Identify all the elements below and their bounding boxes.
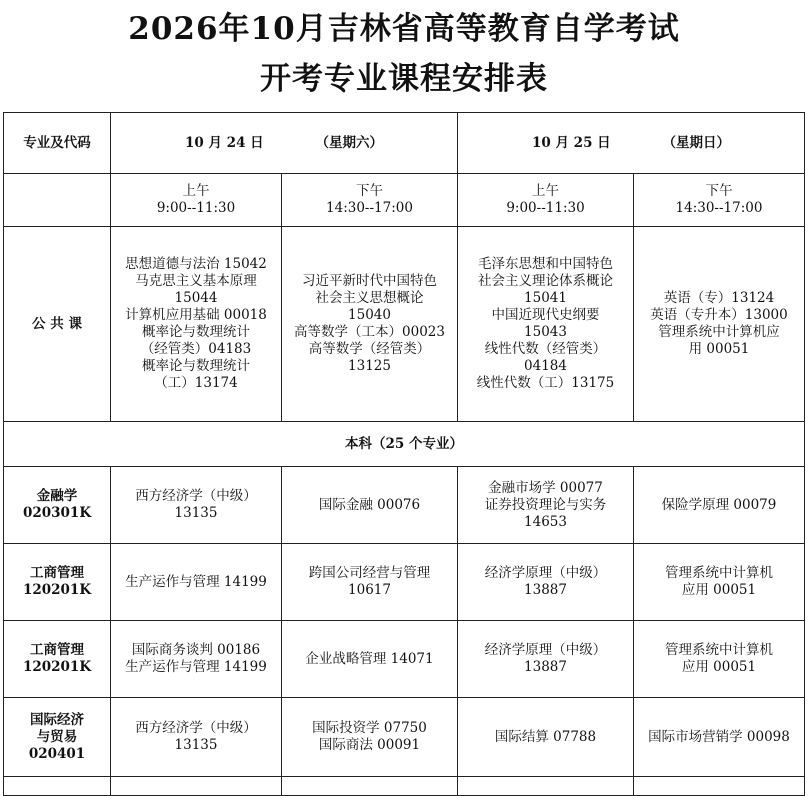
cell-text-line: 高等数学（工本）00023: [294, 324, 445, 340]
cell-text-line: 国际结算 07788: [494, 728, 597, 745]
day1-weekday: （星期六）: [315, 134, 383, 151]
cell-text-line: 高等数学（经管类）: [308, 341, 431, 357]
cell-text-line: 概率论与数理统计: [142, 358, 250, 374]
cell-text-line: 计算机应用基础 00018: [125, 307, 267, 323]
course-cell: [458, 621, 634, 698]
cell-text-line: 15041: [524, 290, 567, 306]
major-row: [4, 621, 805, 698]
session-period: 上午: [532, 183, 559, 199]
cell-text-line: 13887: [524, 582, 567, 598]
course-cell: [111, 544, 282, 621]
cell-text-line: 应用 00051: [681, 582, 757, 598]
session-period: 上午: [182, 183, 210, 199]
empty-cell: [282, 777, 458, 796]
cell-text-line: 国际金融 00076: [318, 496, 421, 513]
cell-text-line: 120201K: [22, 582, 92, 598]
course-cell: [458, 544, 634, 621]
undergrad-section-label: 本科（25 个专业）: [4, 422, 805, 467]
day2-header-cell: [458, 113, 805, 174]
schedule-table: [3, 112, 805, 796]
cell-text-line: 英语（专升本）13000: [650, 307, 788, 323]
public-course-label: 公 共 课: [4, 227, 111, 422]
session-time: 14:30--17:00: [326, 200, 413, 216]
section-header-row: [4, 422, 805, 467]
course-cell: [111, 621, 282, 698]
cell-text-line: 保险学原理 00079: [661, 496, 777, 513]
cell-text-line: 社会主义理论体系概论: [478, 273, 613, 289]
course-cell: [282, 621, 458, 698]
cell-text-line: （工）13174: [154, 375, 238, 391]
cell-text-line: 金融市场学 00077: [488, 479, 603, 496]
title-line-2: 开考专业课程安排表: [260, 61, 548, 97]
cell-text-line: 概率论与数理统计: [142, 324, 250, 340]
major-row: [4, 544, 805, 621]
course-cell: [111, 467, 282, 544]
major-name-cell: [4, 621, 111, 698]
cell-text-line: 13135: [174, 505, 218, 521]
title-line-1: 2026年10月吉林省高等教育自学考试: [128, 11, 680, 47]
session-cell: [458, 174, 634, 227]
session-cell: [111, 174, 282, 227]
day2-weekday: （星期日）: [662, 134, 730, 151]
cell-text-line: 毛泽东思想和中国特色: [478, 256, 613, 272]
course-cell: [282, 227, 458, 422]
cell-text-line: 国际投资学 07750: [312, 720, 427, 736]
cell-text-line: 020401: [28, 745, 86, 762]
day1-header-cell: [111, 113, 458, 174]
document-title: [0, 0, 808, 110]
cell-text-line: 04184: [524, 358, 567, 374]
cell-text-line: 13125: [348, 358, 391, 374]
day1-date: 10 月 24 日: [185, 134, 264, 151]
session-time: 14:30--17:00: [675, 200, 763, 216]
cell-text-line: 工商管理: [30, 565, 84, 581]
cell-text-line: 与贸易: [36, 728, 78, 745]
cell-text-line: 线性代数（经管类）: [484, 341, 607, 357]
course-cell: [458, 467, 634, 544]
cell-text-line: 证券投资理论与实务: [484, 496, 607, 513]
cell-text-line: 思想道德与法治 15042: [125, 256, 267, 272]
cell-text-line: 10617: [348, 582, 391, 598]
cell-text-line: 金融学: [36, 488, 78, 504]
cell-text-line: 管理系统中计算机应: [658, 324, 780, 340]
session-period: 下午: [356, 183, 383, 199]
course-cell: [634, 544, 805, 621]
cell-text-line: 15043: [524, 324, 567, 340]
course-cell: [111, 698, 282, 777]
public-course-row: [4, 227, 805, 422]
cell-text-line: 国际经济: [30, 711, 84, 728]
cell-text-line: 生产运作与管理 14199: [125, 659, 267, 675]
cell-text-line: （经管类）04183: [140, 341, 252, 357]
cell-text-line: 经济学原理（中级）: [484, 565, 607, 581]
cell-text-line: 应用 00051: [681, 659, 757, 675]
cell-text-line: 管理系统中计算机: [665, 565, 773, 581]
major-row: [4, 467, 805, 544]
cell-text-line: 西方经济学（中级）: [135, 488, 257, 504]
major-name-cell: [4, 698, 111, 777]
session-time: 9:00--11:30: [506, 200, 585, 216]
major-name-cell: [4, 467, 111, 544]
cell-text-line: 企业战略管理 14071: [305, 650, 434, 667]
cell-text-line: 120201K: [22, 659, 92, 675]
table-row-continuation: [4, 777, 805, 796]
cell-text-line: 15044: [174, 290, 218, 306]
cell-text-line: 用 00051: [688, 341, 750, 357]
cell-text-line: 社会主义思想概论: [315, 290, 424, 306]
course-cell: [282, 698, 458, 777]
empty-cell: [634, 777, 805, 796]
cell-text-line: 国际市场营销学 00098: [648, 728, 790, 745]
cell-text-line: 020301K: [22, 505, 92, 521]
cell-text-line: 英语（专）13124: [663, 290, 775, 306]
day2-date: 10 月 25 日: [532, 134, 611, 151]
course-cell: [282, 544, 458, 621]
cell-text-line: 国际商务谈判 00186: [131, 642, 261, 658]
empty-cell: [111, 777, 282, 796]
cell-text-line: 工商管理: [30, 642, 84, 658]
session-cell: [282, 174, 458, 227]
cell-text-line: 线性代数（工）13175: [476, 375, 615, 391]
cell-text-line: 西方经济学（中级）: [135, 720, 257, 736]
course-cell: [458, 227, 634, 422]
date-header-row: [4, 113, 805, 174]
cell-text-line: 中国近现代史纲要: [491, 307, 600, 323]
course-cell: [634, 467, 805, 544]
cell-text-line: 跨国公司经营与管理: [308, 565, 431, 581]
course-cell: [458, 698, 634, 777]
cell-text-line: 生产运作与管理 14199: [125, 573, 267, 590]
empty-cell: [4, 777, 111, 796]
course-cell: [282, 467, 458, 544]
session-cell: [634, 174, 805, 227]
major-name-cell: [4, 544, 111, 621]
course-cell: [111, 227, 282, 422]
major-row: [4, 698, 805, 777]
cell-text-line: 13887: [524, 659, 567, 675]
major-header-cell: 专业及代码: [4, 113, 111, 174]
cell-text-line: 13135: [174, 737, 218, 753]
cell-text-line: 马克思主义基本原理: [135, 273, 257, 289]
session-blank-cell: [4, 174, 111, 227]
cell-text-line: 14653: [524, 513, 567, 530]
empty-cell: [458, 777, 634, 796]
course-cell: [634, 227, 805, 422]
cell-text-line: 15040: [348, 307, 391, 323]
session-period: 下午: [705, 183, 733, 199]
course-cell: [634, 621, 805, 698]
session-header-row: [4, 174, 805, 227]
cell-text-line: 国际商法 00091: [318, 737, 421, 753]
course-cell: [634, 698, 805, 777]
cell-text-line: 经济学原理（中级）: [484, 642, 607, 658]
cell-text-line: 习近平新时代中国特色: [302, 273, 437, 289]
cell-text-line: 管理系统中计算机: [665, 642, 773, 658]
session-time: 9:00--11:30: [156, 200, 236, 216]
